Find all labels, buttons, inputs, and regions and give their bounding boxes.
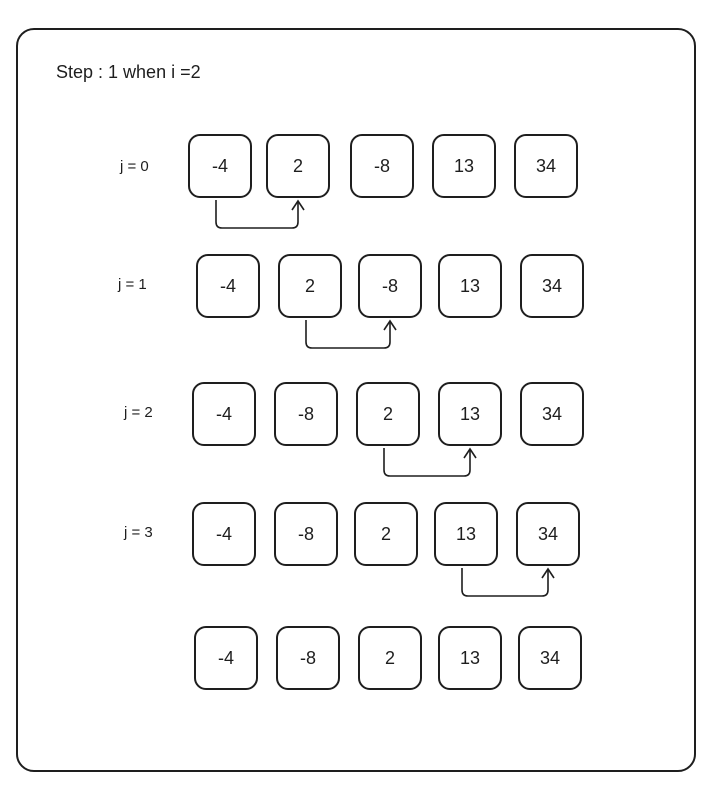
row-label-j3: j = 3 [124, 524, 153, 541]
array-cell: 13 [432, 134, 496, 198]
array-cell: -8 [274, 382, 338, 446]
array-cell: 2 [266, 134, 330, 198]
swap-arrow [384, 448, 470, 476]
step-title: Step : 1 when i =2 [56, 62, 201, 82]
array-cell: 34 [520, 254, 584, 318]
array-cell: 34 [520, 382, 584, 446]
array-cell: -4 [194, 626, 258, 690]
row-label-j2: j = 2 [124, 404, 153, 421]
array-cell: -8 [358, 254, 422, 318]
array-cell: 34 [518, 626, 582, 690]
swap-arrow [306, 320, 390, 348]
array-cell: 2 [278, 254, 342, 318]
array-cell: -4 [196, 254, 260, 318]
row-label-j0: j = 0 [120, 158, 149, 175]
row-label-j1: j = 1 [118, 276, 147, 293]
array-cell: -8 [274, 502, 338, 566]
array-cell: 13 [438, 382, 502, 446]
array-cell: 2 [356, 382, 420, 446]
array-cell: 2 [358, 626, 422, 690]
array-cell: -4 [192, 502, 256, 566]
array-cell: 2 [354, 502, 418, 566]
array-cell: 13 [434, 502, 498, 566]
swap-arrow [462, 568, 548, 596]
array-cell: 34 [516, 502, 580, 566]
array-cell: -8 [276, 626, 340, 690]
array-cell: 13 [438, 254, 502, 318]
swap-arrow [216, 200, 298, 228]
array-cell: 13 [438, 626, 502, 690]
array-cell: -4 [192, 382, 256, 446]
array-cell: 34 [514, 134, 578, 198]
array-cell: -4 [188, 134, 252, 198]
array-cell: -8 [350, 134, 414, 198]
